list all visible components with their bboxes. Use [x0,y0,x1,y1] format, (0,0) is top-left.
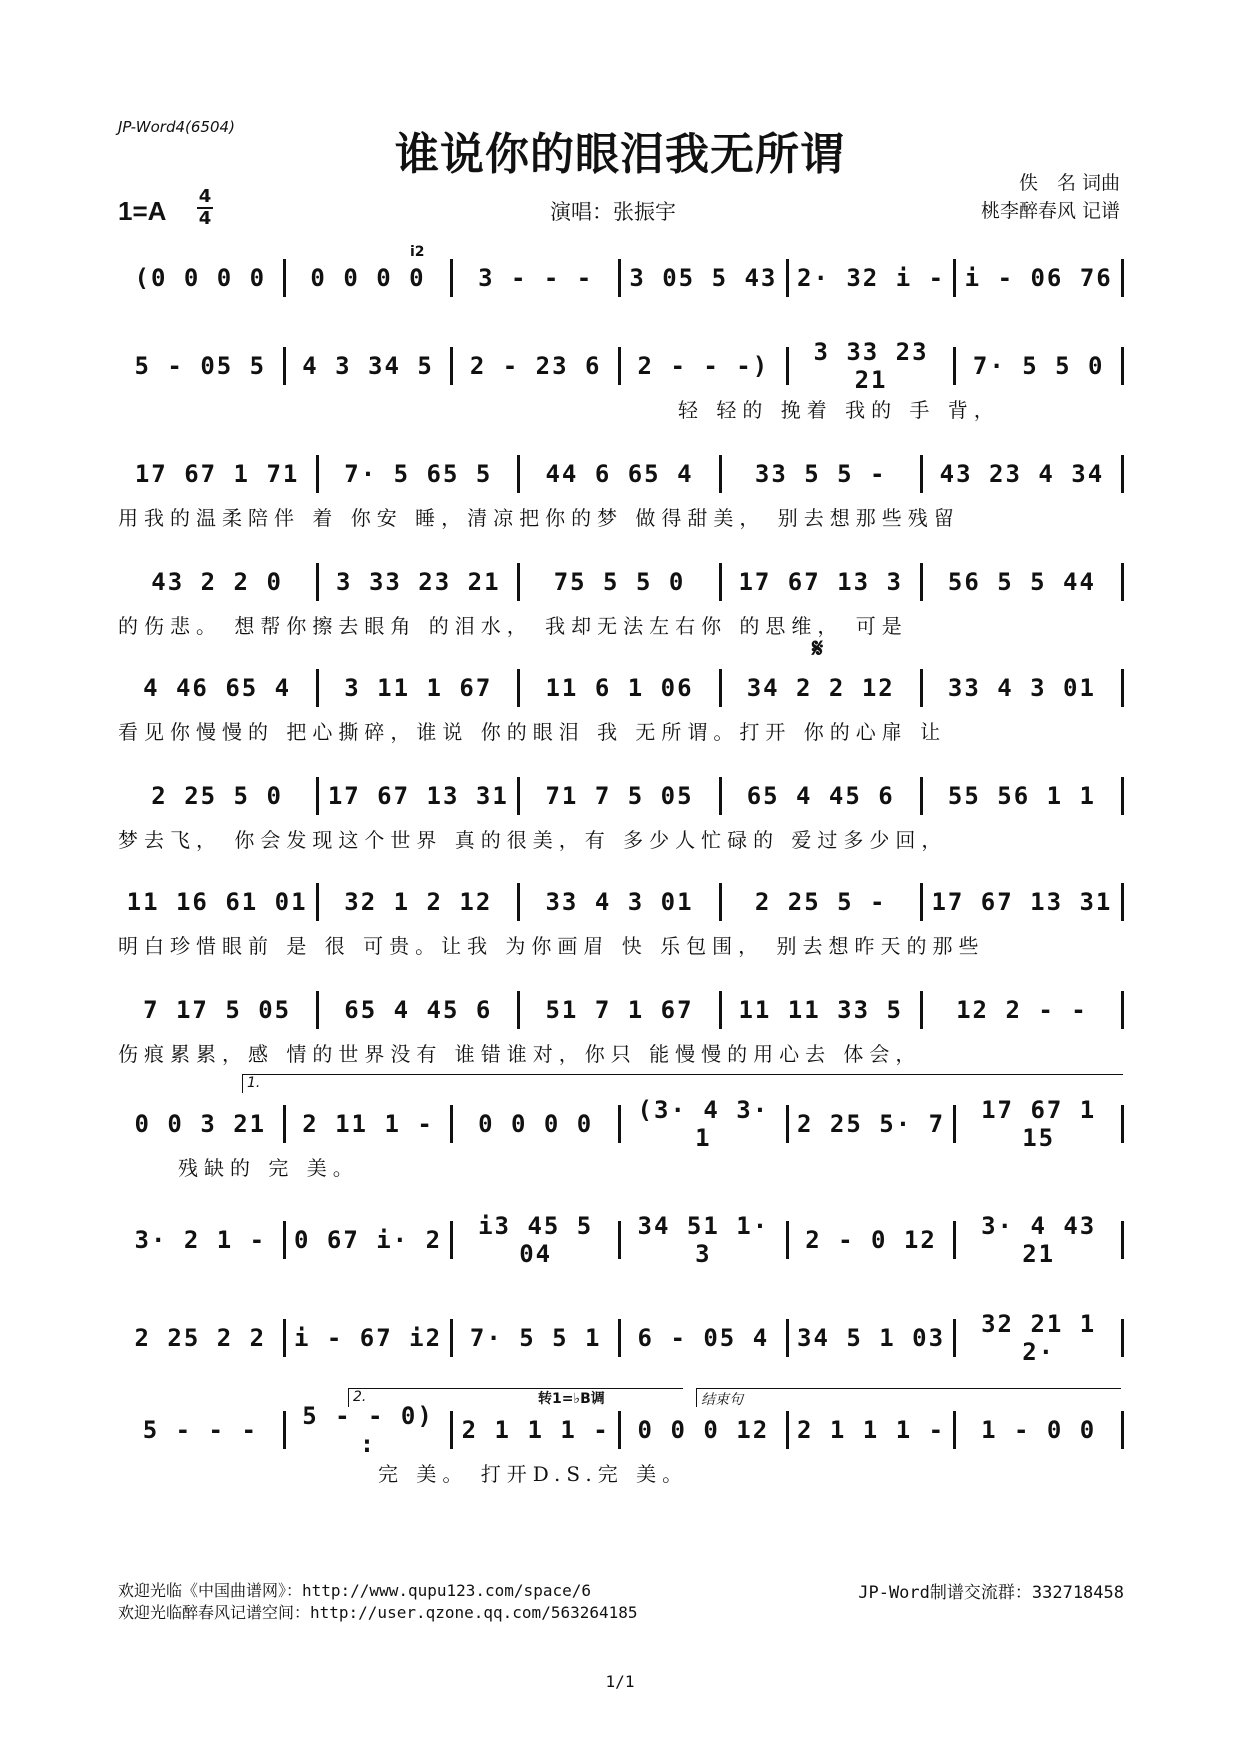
measure: 17 67 13 31 [327,782,509,810]
software-label: JP-Word4(6504) [118,118,235,136]
barline [1121,347,1124,385]
measure: 32 1 2 12 [344,888,493,916]
measure: 75 5 5 0 [553,568,686,596]
lyrics-line: 明白珍惜眼前 是 很 可贵。让我 为你画眉 快 乐包围， 别去想昨天的那些 [118,934,985,958]
measure: 2 11 1 - [302,1110,434,1138]
barline [1121,1319,1124,1357]
lyrics-line: 梦去飞， 你会发现这个世界 真的很美，有 多少人忙碌的 爱过多少回， [118,828,948,852]
volta-1: 1. [242,1074,1123,1093]
measure: 0 67 i· 2 [293,1226,443,1254]
measure: 0 0 0 0 [310,264,426,292]
measure: 17 67 1 15 [981,1096,1097,1152]
barline [1121,991,1124,1029]
transcriber-credit: 桃李醉春风 记谱 [980,200,1120,222]
measure: 2 25 5 0 [151,782,283,810]
measure: (0 0 0 0 [134,264,267,292]
measure: 2· 32 i - [797,264,946,292]
measure: 17 67 13 31 [931,888,1113,916]
notation-line [118,882,1124,922]
barline [1121,777,1124,815]
measure: 51 7 1 67 [545,996,694,1024]
notation-line [118,1096,1124,1152]
measure: 2 25 5· 7 [797,1110,946,1138]
measure: 7· 5 65 5 [344,460,493,488]
singer-credit: 演唱：张振宇 [550,200,676,224]
song-title: 谁说你的眼泪我无所谓 [395,129,845,180]
measure: 17 67 13 3 [738,568,903,596]
measure: 7· 5 5 1 [469,1324,602,1352]
measure: 33 4 3 01 [545,888,694,916]
lyrics-line: 伤痕累累，感 情的世界没有 谁错谁对，你只 能慢慢的用心去 体会， [118,1042,922,1066]
barline [1121,669,1124,707]
volta-2: 2. [348,1388,683,1407]
footer-link-1[interactable]: 欢迎光临《中国曲谱网》：http://www.qupu123.com/space/6 [118,1581,591,1600]
measure: 1 - 0 0 [981,1416,1097,1444]
lyrics-line: 用我的温柔陪伴 着 你安 睡，清凉把你的梦 做得甜美， 别去想那些残留 [118,506,960,530]
measure: 2 - 0 12 [805,1226,937,1254]
notation-line [118,776,1124,816]
measure: 4 3 34 5 [302,352,434,380]
measure: 2 - - -) [637,352,770,380]
notation-line [118,668,1124,708]
measure: 34 2 2 12 [746,674,895,702]
measure: 17 67 1 71 [134,460,300,488]
measure: 11 11 33 5 [738,996,903,1024]
measure: 0 0 0 0 [478,1110,594,1138]
measure: 5 - - - [142,1416,258,1444]
measure: 5 - 05 5 [134,352,267,380]
meter-top: 4 [198,186,212,207]
lyrics-line: 完 美。 打开D.S.完 美。 [378,1462,689,1486]
notation-line [118,562,1124,602]
measure: 0 0 0 12 [637,1416,770,1444]
measure: 2 25 5 - [754,888,887,916]
segno-sign: 𝄋 [812,634,824,664]
measure: 71 7 5 05 [545,782,694,810]
barline [1121,259,1124,297]
measure: 2 25 2 2 [134,1324,267,1352]
footer-link-2[interactable]: 欢迎光临醉春风记谱空间：http://user.qzone.qq.com/563264185 [118,1603,638,1622]
measure: 2 1 1 1 - [797,1416,946,1444]
page-number: 1/1 [605,1672,635,1691]
measure: 3 33 23 21 [813,338,929,394]
measure: 11 6 1 06 [545,674,694,702]
measure: 5 - - 0) : [302,1402,434,1458]
lyrics-line: 看见你慢慢的 把心撕碎，谁说 你的眼泪 我 无所谓。打开 你的心扉 让 [118,720,947,744]
measure: 55 56 1 1 [947,782,1096,810]
measure: 11 16 61 01 [126,888,308,916]
measure: (3· 4 3· 1 [637,1096,770,1152]
measure: 3 - - - [478,264,594,292]
measure: 2 1 1 1 - [461,1416,610,1444]
measure: 3 11 1 67 [344,674,493,702]
ending-mark: 结束句 [696,1388,1121,1407]
key-signature: 1=A [118,196,167,226]
barline [1121,563,1124,601]
lyrics-line: 轻 轻的 挽着 我的 手 背， [678,398,1000,422]
notation-line [118,1402,1124,1458]
measure: 44 6 65 4 [545,460,694,488]
measure: 34 5 1 03 [797,1324,946,1352]
lyrics-line: 的伤悲。 想帮你擦去眼角 的泪水， 我却无法左右你 的思维， 可是 [118,614,908,638]
measure: i - 06 76 [964,264,1113,292]
notation-line [118,1310,1124,1366]
measure: 4 46 65 4 [143,674,292,702]
notation-line [118,454,1124,494]
measure: 43 23 4 34 [939,460,1105,488]
measure: 65 4 45 6 [746,782,895,810]
measure: 3· 4 43 21 [981,1212,1097,1268]
notation-line [118,990,1124,1030]
measure: 7 17 5 05 [143,996,292,1024]
measure: 3 05 5 43 [629,264,778,292]
measure: 3 33 23 21 [336,568,501,596]
measure: 2 - 23 6 [469,352,602,380]
measure: 3· 2 1 - [134,1226,267,1254]
measure: 12 2 - - [956,996,1088,1024]
measure: 7· 5 5 0 [972,352,1105,380]
measure: 65 4 45 6 [344,996,493,1024]
measure: 33 5 5 - [754,460,887,488]
measure: 0 0 3 21 [134,1110,267,1138]
barline [1121,1411,1124,1449]
barline [1121,883,1124,921]
notation-line [118,258,1124,298]
meter-bottom: 4 [198,208,212,229]
measure: i - 67 i2 [293,1324,443,1352]
grace-note: i2 [410,244,425,260]
modulation-mark: 转1=♭B调 [538,1391,605,1407]
measure: 6 - 05 4 [637,1324,770,1352]
notation-line [118,338,1124,394]
composer-credit: 佚 名 词曲 [1018,172,1120,194]
measure: 56 5 5 44 [947,568,1096,596]
notation-line [118,1212,1124,1268]
measure: i3 45 5 04 [478,1212,594,1268]
time-signature [194,188,216,228]
measure: 43 2 2 0 [151,568,283,596]
footer-group: JP-Word制谱交流群：332718458 [858,1583,1124,1603]
measure: 32 21 1 2· [981,1310,1097,1366]
barline [1121,455,1124,493]
barline [1121,1105,1124,1143]
measure: 33 4 3 01 [947,674,1096,702]
barline [1121,1221,1124,1259]
measure: 34 51 1· 3 [637,1212,770,1268]
lyrics-line: 残缺的 完 美。 [178,1156,359,1180]
